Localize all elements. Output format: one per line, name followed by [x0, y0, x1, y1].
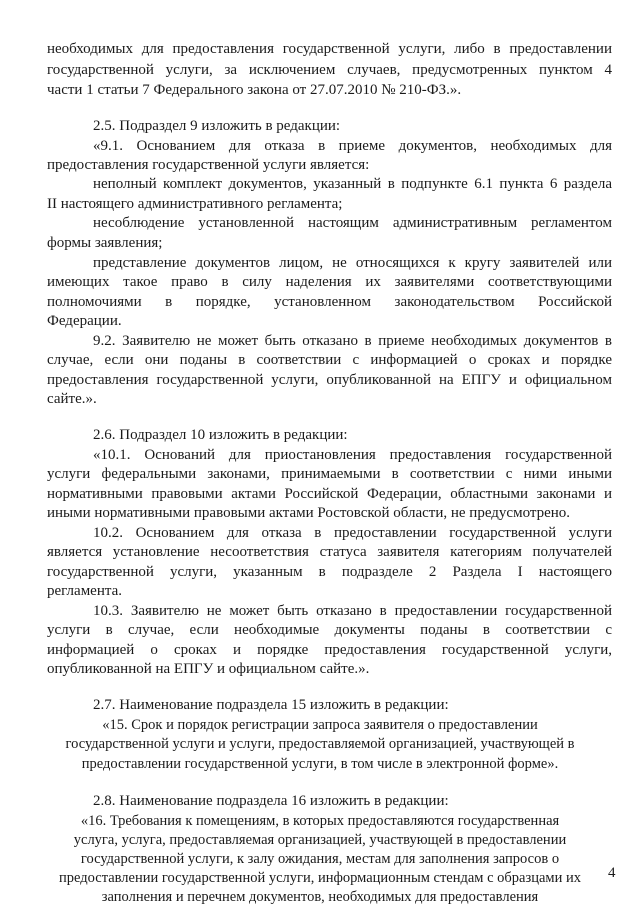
document-line: услуги в случае, если необходимые документы поданы в соответствии с: [47, 622, 612, 638]
document-line: II настоящего административного регламента;: [47, 196, 343, 212]
document-line: необходимых для предоставления государственной услуги, либо в предоставлении: [47, 41, 612, 57]
document-line: имеющих такое право в силу наделения их заявителями соответствующими: [47, 274, 612, 290]
document-line: регламента.: [47, 583, 123, 599]
document-line: Федерации.: [47, 313, 122, 329]
document-line: 10.3. Заявителю не может быть отказано в предоставлении государственной: [93, 603, 612, 619]
document-line: государственной услуги и услуги, предоставляемой организацией, участвующей в: [65, 736, 575, 752]
document-line: 2.8. Наименование подраздела 16 изложить в редакции:: [93, 793, 449, 809]
document-line: части 1 статьи 7 Федерального закона от 27.07.2010 № 210-ФЗ.».: [47, 82, 462, 98]
document-line: услуги федеральными законами, принимаемыми в соответствии с ними иными: [47, 466, 612, 482]
document-line: государственной услуги, указанным в подразделе 2 Раздела I настоящего: [47, 564, 612, 580]
document-line: предоставления государственной услуги, опубликованной на ЕПГУ и официальном: [47, 372, 612, 388]
document-line: 9.2. Заявителю не может быть отказано в приеме необходимых документов в: [93, 333, 612, 349]
document-line: является установление несоответствия статуса заявителя категориям получателей: [47, 544, 612, 560]
document-line: предоставлении государственной услуги, информационным стендам с образцами их: [59, 870, 581, 886]
document-line: нормативными правовыми актами Российской Федерации, областными законами и: [47, 486, 612, 502]
document-line: предоставлении государственной услуги, в том числе в электронной форме».: [81, 756, 559, 772]
document-line: опубликованной на ЕПГУ и официальном сайте.».: [47, 661, 370, 677]
document-line: неполный комплект документов, указанный в подпункте 6.1 пункта 6 раздела: [93, 176, 612, 192]
document-line: «9.1. Основанием для отказа в приеме документов, необходимых для: [93, 138, 612, 154]
document-line: «10.1. Оснований для приостановления предоставления государственной: [93, 447, 612, 463]
document-line: случае, если они поданы в соответствии с информацией о сроках и порядке: [47, 352, 612, 368]
document-line: заполнения и перечнем документов, необходимых для предоставления: [101, 889, 539, 905]
document-line: «15. Срок и порядок регистрации запроса заявителя о предоставлении: [102, 717, 538, 733]
document-line: формы заявления;: [47, 235, 163, 251]
document-line: услуга, услуга, предоставляемая организацией, участвующей в предоставлении: [73, 832, 567, 848]
document-line: иными нормативными правовыми актами Ростовской области, не предусмотрено.: [47, 505, 571, 521]
document-line: представление документов лицом, не относящихся к кругу заявителей или: [93, 255, 612, 271]
document-line: полномочиями в порядке, установленном законодательством Российской: [47, 294, 612, 310]
document-line: несоблюдение установленной настоящим административным регламентом: [93, 215, 612, 231]
document-line: государственной услуги, за исключением случаев, предусмотренных пунктом 4: [47, 62, 612, 78]
document-line: сайте.».: [47, 391, 97, 407]
document-line: 2.7. Наименование подраздела 15 изложить в редакции:: [93, 697, 449, 713]
document-line: 2.6. Подраздел 10 изложить в редакции:: [93, 427, 348, 443]
page-number: 4: [608, 865, 616, 881]
document-line: государственной услуги, к залу ожидания, местам для заполнения запросов о: [80, 851, 560, 867]
document-line: 2.5. Подраздел 9 изложить в редакции:: [93, 118, 341, 134]
document-line: 10.2. Основанием для отказа в предоставлении государственной услуги: [93, 525, 612, 541]
document-line: информацией о сроках и порядке предоставления государственной услуги,: [47, 642, 612, 658]
document-line: «16. Требования к помещениям, в которых предоставляются государственная: [80, 813, 560, 829]
document-line: предоставления государственной услуги является:: [47, 157, 370, 173]
